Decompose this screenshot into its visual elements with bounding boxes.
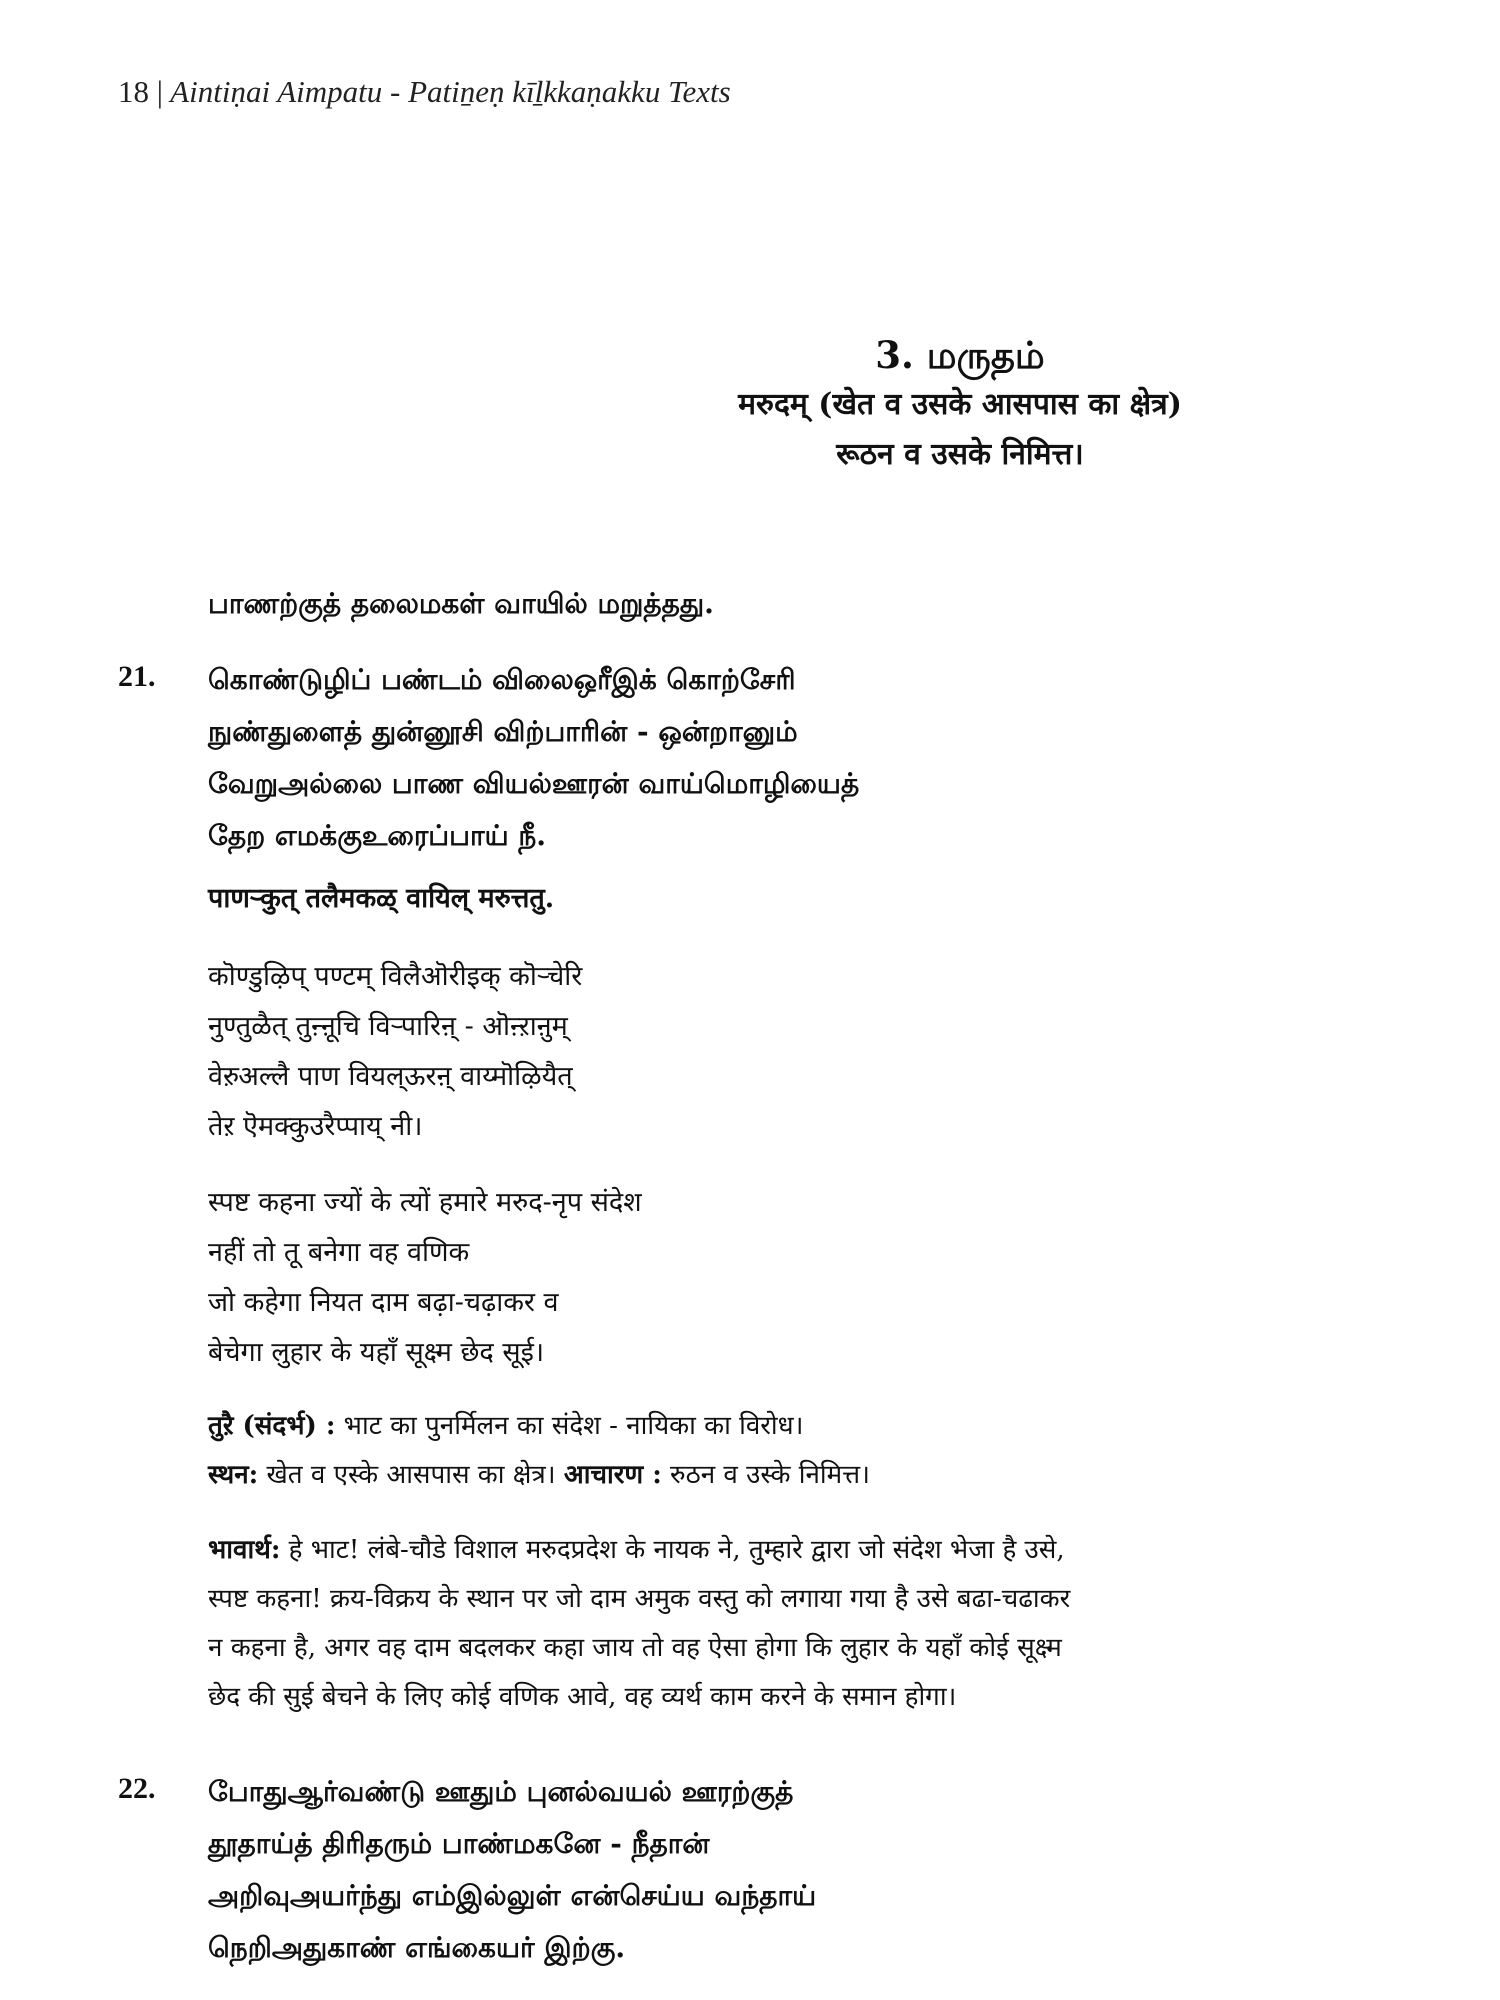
- place-text: खेत व एस्के आसपास का क्षेत्र।: [258, 1460, 564, 1490]
- book-title: Aintiṇai Aimpatu - Patiṉeṇ kīḻkkaṇakku Texts: [170, 74, 731, 109]
- translit-line: नुण्तुळैत् तुऩ्ऩूचि विऱ्पारिऩ् - ऒऩ्ऱाऩुम्: [208, 1011, 568, 1042]
- chapter-heading: [0, 330, 1500, 480]
- meaning-label: भावार्थ:: [208, 1535, 281, 1565]
- verse-line: நுண்துளைத் துன்னூசி விற்பாரின் - ஒன்றானும்: [208, 715, 798, 748]
- translit-line: कॊण्डुऴिप् पण्टम् विलैऒरीइक् कॊऱ्चेरि: [208, 961, 583, 992]
- meaning-line: [208, 1526, 1398, 1575]
- verse21-translit-heading: [208, 874, 1398, 924]
- translit-line: वेऱुअल्लै पाण वियल्ऊरऩ् वाय्मॊऴियैत्: [208, 1061, 573, 1092]
- chapter-title-hindi: मरुदम् (खेत व उसके आसपास का क्षेत्र): [738, 387, 1182, 422]
- meaning-line: छेद की सुई बेचने के लिए कोई वणिक आवे, वह व्यर्थ काम करने के समान होगा।: [208, 1682, 957, 1712]
- verse21-transliteration: [208, 952, 1398, 1152]
- meaning-text: हे भाट! लंबे-चौडे विशाल मरुदप्रदेश के नायक ने, तुम्हारे द्वारा जो संदेश भेजा है उसे,: [280, 1535, 1065, 1565]
- verse22-number: 22.: [118, 1772, 156, 1805]
- verse21-tamil-heading: [208, 578, 1398, 630]
- verse21-number: 21.: [118, 660, 156, 693]
- verse-line: கொண்டுழிப் பண்டம் விலைஒரீஇக் கொற்சேரி: [208, 663, 796, 696]
- conduct-text: रुठन व उस्के निमित्त।: [661, 1460, 870, 1490]
- running-header: [118, 74, 731, 110]
- context-label: तुऱै (संदर्भ) :: [208, 1411, 336, 1441]
- chapter-subtitle: रूठन व उसके निमित्त।: [836, 437, 1084, 472]
- verse-line: தூதாய்த் திரிதரும் பாண்மகனே - நீதான்: [208, 1827, 710, 1860]
- hindi-line: बेचेगा लुहार के यहाँ सूक्ष्म छेद सूई।: [208, 1337, 545, 1368]
- conduct-label: आचारण :: [563, 1460, 662, 1490]
- hindi-line: जो कहेगा नियत दाम बढ़ा-चढ़ाकर व: [208, 1287, 559, 1318]
- verse21-meaning: [208, 1526, 1398, 1722]
- context-note: [208, 1402, 1398, 1451]
- verse22-tamil-verse: [208, 1766, 1398, 1974]
- chapter-title-tamil: 3. மருதம்: [875, 333, 1045, 377]
- page-number: 18 |: [118, 74, 163, 109]
- place-note: [208, 1451, 1398, 1500]
- context-text: भाट का पुनर्मिलन का संदेश - नायिका का विरोध।: [335, 1411, 804, 1441]
- hindi-line: नहीं तो तू बनेगा वह वणिक: [208, 1237, 470, 1268]
- translit-heading-text: पाणऱ्कुत् तलैमकळ् वायिल् मरुत्ततु.: [208, 883, 555, 914]
- verse-line: போதுஆர்வண்டு ஊதும் புனல்வயல் ஊரற்குத்: [208, 1775, 794, 1808]
- meaning-line: स्पष्ट कहना! क्रय-विक्रय के स्थान पर जो दाम अमुक वस्तु को लगाया गया है उसे बढा-चढाकर: [208, 1584, 1071, 1614]
- hindi-line: स्पष्ट कहना ज्यों के त्यों हमारे मरुद-नृप संदेश: [208, 1187, 642, 1218]
- tamil-heading-text: பாணற்குத் தலைமகள் வாயில் மறுத்தது.: [208, 587, 714, 620]
- verse-line: நெறிஅதுகாண் எங்கையர் இற்கு.: [208, 1931, 626, 1964]
- translit-line: तेऱ ऎमक्कुउरैप्पाय् नी।: [208, 1111, 423, 1142]
- verse-line: வேறுஅல்லை பாண வியல்ஊரன் வாய்மொழியைத்: [208, 767, 860, 800]
- place-label: स्थन:: [208, 1460, 259, 1490]
- verse21-tamil-verse: [208, 654, 1398, 862]
- verse-line: அறிவுஅயர்ந்து எம்இல்லுள் என்செய்ய வந்தாய்: [208, 1879, 817, 1912]
- verse21-notes: [208, 1402, 1398, 1500]
- verse21-hindi-translation: [208, 1178, 1398, 1378]
- verse-line: தேற எமக்குஉரைப்பாய் நீ.: [208, 819, 547, 852]
- meaning-line: न कहना है, अगर वह दाम बदलकर कहा जाय तो वह ऐसा होगा कि लुहार के यहाँ कोई सूक्ष्म: [208, 1633, 1062, 1663]
